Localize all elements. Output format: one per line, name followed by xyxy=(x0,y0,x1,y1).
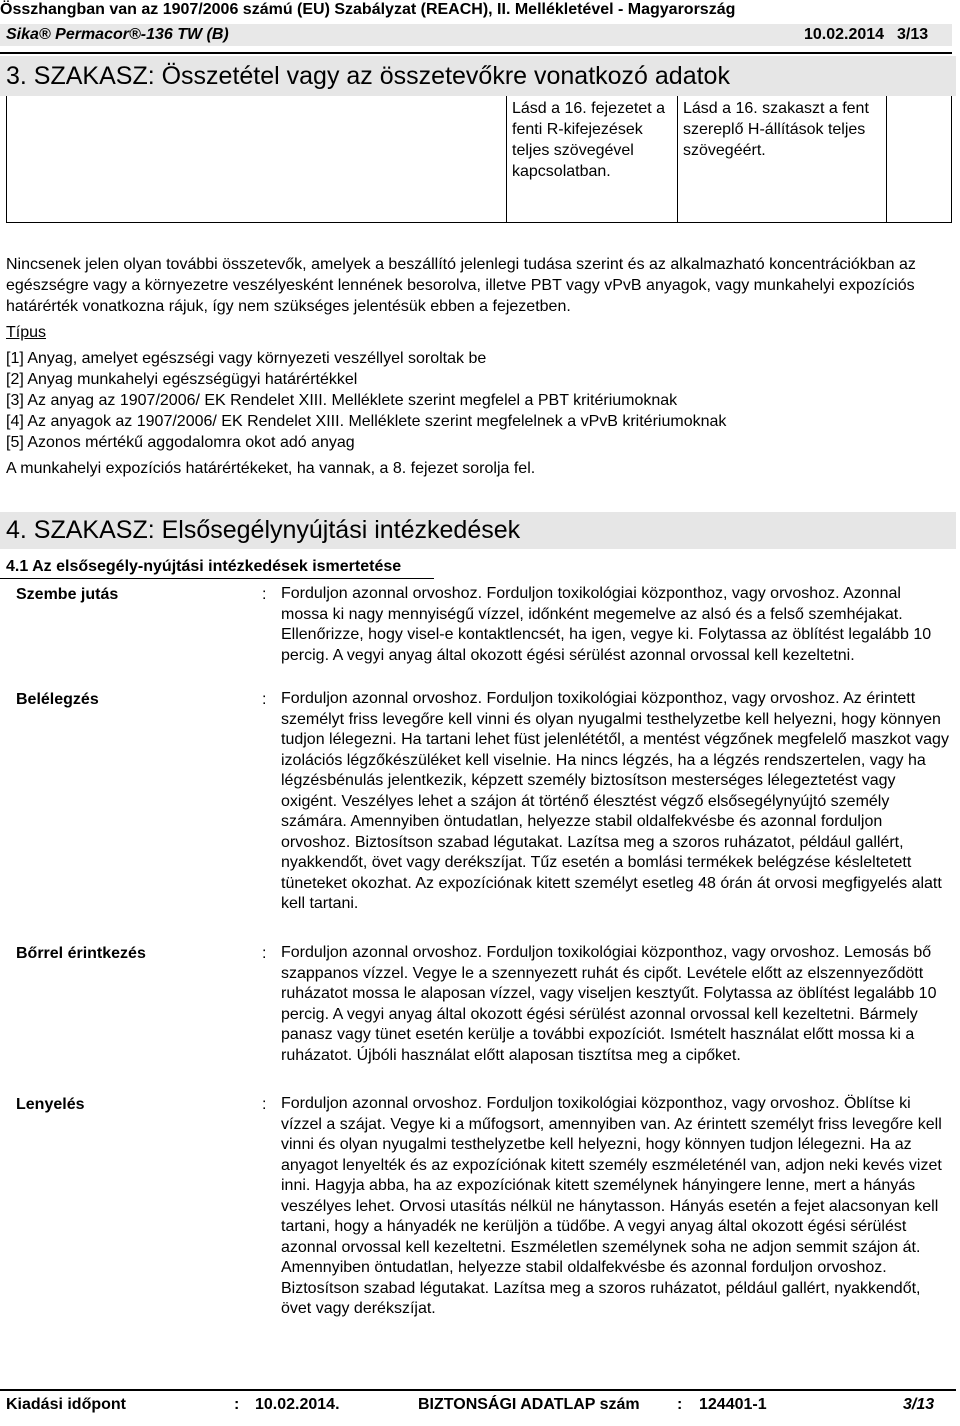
footer-divider xyxy=(0,1389,956,1391)
first-aid-label-inhalation: Belélegzés xyxy=(16,691,99,708)
table-divider xyxy=(677,96,678,223)
type-list xyxy=(6,348,726,453)
type-list-item: [4] Az anyagok az 1907/2006/ EK Rendelet XIII. Melléklete szerint megfelelnek a vPvB kritériumoknak xyxy=(6,413,727,430)
table-divider xyxy=(506,96,507,223)
exposure-note: A munkahelyi expozíciós határértékeket, ha vannak, a 8. fejezet sorolja fel. xyxy=(6,460,536,477)
composition-paragraph: Nincsenek jelen olyan további összetevők, amelyek a beszállító jelenlegi tudása szerint és az alkalmazható koncentrációkban az egészségre vagy a környezetre veszélyesként lennének besorolva, illetve PBT vagy vPvB anyagok, vagy munkahelyi expozíciós határérték vonatkozna rájuk, így nem szükséges jelentésük ebben a fejezetben. xyxy=(6,256,916,315)
header-date: 10.02.2014 xyxy=(804,26,885,43)
type-list-item: [3] Az anyag az 1907/2006/ EK Rendelet XIII. Melléklete szerint megfelel a PBT kritériumoknak xyxy=(6,392,678,409)
first-aid-colon: : xyxy=(262,945,267,962)
first-aid-colon: : xyxy=(262,1096,267,1113)
footer-page-number: 3/13 xyxy=(903,1396,935,1413)
table-cell-r-phrases: Lásd a 16. fejezetet a fenti R-kifejezések teljes szövegével kapcsolatban. xyxy=(512,100,665,180)
footer-issue-label: Kiadási időpont xyxy=(6,1396,126,1413)
footer-sds-label: BIZTONSÁGI ADATLAP szám xyxy=(418,1396,640,1413)
first-aid-text-eye: Forduljon azonnal orvoshoz. Forduljon toxikológiai központhoz, vagy orvoshoz. Azonnal mossa ki nagy mennyiségű vízzel, időnként megemelve az alsó és a felső szemhéjakat. Ellenőrizze, hogy visel-e kontaktlencsét, ha igen, vegye ki. Folytassa az öblítést legalább 10 percig. A vegyi anyag által okozott égési sérülést azonnal orvossal kell kezeltetni. xyxy=(281,585,932,664)
footer-colon: : xyxy=(234,1396,240,1413)
first-aid-label-ingestion: Lenyelés xyxy=(16,1096,85,1113)
first-aid-text-ingestion: Forduljon azonnal orvoshoz. Forduljon toxikológiai központhoz, vagy orvoshoz. Öblítse ki vízzel a szájat. Vegye ki a műfogsort, amennyiben van. Az érintett személyt friss levegőre kell vinni és olyan nyugalmi testhelyzetbe kell helyezni, hogy könnyen tudjon lélegezni. Ha az anyagot lenyelték és az expozíciónak kitett személy eszméleténél van, adjon neki kevés vizet inni. Hagyja abba, ha az expozíciónak kitett személynek hányingere lenne, mert a hányás veszélyes lehet. Orvosi utasítás nélkül ne hánytasson. Hányás esetén a fejet alacsonyan kell tartani, hogy a hányadék ne kerüljön a tüdőbe. A vegyi anyag által okozott égési sérülést azonnal orvossal kell kezeltetni. Eszméletlen személynek soha ne adjon semmit szájon át. Amennyiben öntudatlan, helyezze stabil oldalfekvésbe és azonnal forduljon orvoshoz. Biztosítson szabad légutakat. Lazítsa meg a szoros ruházatot, például gallért, nyakkendőt, övet vagy derékszíjat. xyxy=(281,1095,942,1317)
table-divider xyxy=(886,96,887,223)
header-divider xyxy=(0,52,952,54)
table-cell-h-statements: Lásd a 16. szakaszt a fent szereplő H-állítások teljes szövegéért. xyxy=(683,100,869,159)
section3-title: 3. SZAKASZ: Összetétel vagy az összetevőkre vonatkozó adatok xyxy=(6,62,730,90)
footer-colon: : xyxy=(677,1396,683,1413)
type-list-item: [1] Anyag, amelyet egészségi vagy környezeti veszéllyel soroltak be xyxy=(6,350,487,367)
type-label: Típus xyxy=(6,324,47,341)
section4-title: 4. SZAKASZ: Elsősegélynyújtási intézkedések xyxy=(6,516,521,544)
first-aid-colon: : xyxy=(262,586,267,603)
footer-issue-date: 10.02.2014. xyxy=(255,1396,340,1413)
header-page-number: 3/13 xyxy=(897,26,929,43)
footer-sds-number: 124401-1 xyxy=(699,1396,767,1413)
subsection-4-1-title: 4.1 Az elsősegély-nyújtási intézkedések ismertetése xyxy=(6,558,402,575)
first-aid-label-skin: Bőrrel érintkezés xyxy=(16,945,146,962)
first-aid-colon: : xyxy=(262,691,267,708)
subsection-underline xyxy=(0,578,434,579)
first-aid-label-eye: Szembe jutás xyxy=(16,586,119,603)
first-aid-text-inhalation: Forduljon azonnal orvoshoz. Forduljon toxikológiai központhoz, vagy orvoshoz. Az érintett személyt friss levegőre kell vinni és olyan nyugalmi testhelyzetbe kell helyezni, hogy könnyen tudjon lélegezni. Ha tartani lehet füst jelenlététől, a mentést végzőnek megfelelő maszkot vagy izolációs légzőkészüléket kell viselnie. Ha nincs légzés, ha a légzés rendszertelen, vagy ha légzésbénulás jelentkezik, képzett személy biztosítson mesterséges lélegeztetést vagy oxigént. Veszélyes lehet a szájon át történő élesztést végző elsősegélynyújtó személy számára. Amennyiben öntudatlan, helyezze stabil oldalfekvésbe és azonnal forduljon orvoshoz. Biztosítson szabad légutakat. Lazítsa meg a szoros ruházatot, például gallért, nyakkendőt, övet vagy derékszíjat. Tűz esetén a bomlási termékek belégzése késleltetett tüneteket okozhat. Az expozíciónak kitett személyt esetleg 48 órán át orvosi megfigyelés alatt kell tartani. xyxy=(281,690,949,912)
type-list-item: [5] Azonos mértékű aggodalomra okot adó anyag xyxy=(6,434,355,451)
type-list-item: [2] Anyag munkahelyi egészségügyi határértékkel xyxy=(6,371,358,388)
product-name: Sika® Permacor®-136 TW (B) xyxy=(6,26,229,43)
document-header-title: Összhangban van az 1907/2006 számú (EU) Szabályzat (REACH), II. Mellékletével - Magyarország xyxy=(0,1,736,18)
first-aid-text-skin: Forduljon azonnal orvoshoz. Forduljon toxikológiai központhoz, vagy orvoshoz. Lemosás bő szappanos vízzel. Vegye le a szennyezett ruhát és cipőt. Levétele előtt az elszennyeződött ruházatot mossa le alaposan vízzel, vagy viseljen kesztyűt. Folytassa az öblítést legalább 10 percig. A vegyi anyag által okozott égési sérülést azonnal orvossal kell kezeltetni. Bármely panasz vagy tünet esetén kerülje a további expozíciót. Ismételt használat előtt mossa ki a ruházatot. Újbóli használat előtt alaposan tisztítsa meg a cipőket. xyxy=(281,944,937,1064)
